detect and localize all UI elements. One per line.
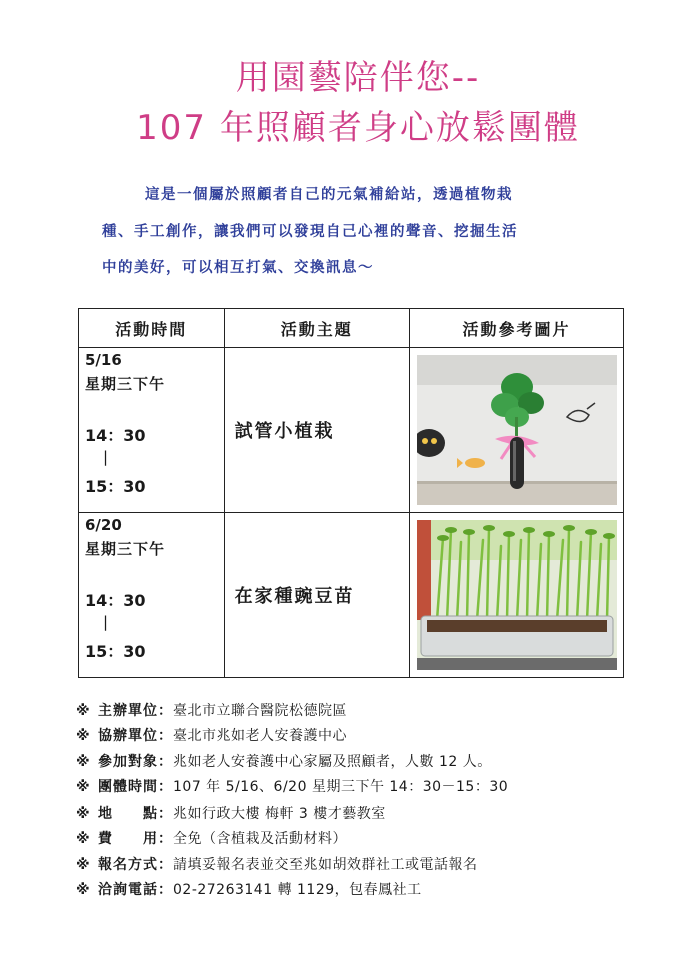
time-separator: | xyxy=(101,613,111,631)
note-mark: ※ xyxy=(76,779,91,795)
intro-line-2: 種、手工創作，讓我們可以發現自己心裡的聲音、挖掘生活 xyxy=(102,224,518,240)
time-separator: | xyxy=(101,448,111,466)
session-end: 15：30 xyxy=(85,642,146,661)
detail-value: 臺北市兆如老人安養護中心 xyxy=(173,728,347,744)
table-row xyxy=(79,348,624,513)
detail-value: 兆如行政大樓 梅軒 3 樓才藝教室 xyxy=(173,806,386,822)
time-cell xyxy=(79,348,225,513)
detail-value: 兆如老人安養護中心家屬及照顧者，人數 12 人。 xyxy=(173,754,492,770)
intro-line-1: 這是一個屬於照顧者自己的元氣補給站，透過植物栽 xyxy=(145,187,513,203)
poster-title-line1: 用園藝陪伴您-- xyxy=(235,58,481,98)
list-item xyxy=(76,700,347,720)
table-header-row xyxy=(79,309,624,348)
session-start: 14：30 xyxy=(85,426,146,445)
detail-label: 主辦單位： xyxy=(98,703,173,719)
detail-value: 107 年 5/16、6/20 星期三下午 14：30－15：30 xyxy=(173,779,509,795)
detail-label: 地 點： xyxy=(98,806,173,822)
detail-label: 費 用： xyxy=(98,831,173,847)
session-end: 15：30 xyxy=(85,477,146,496)
table-row xyxy=(79,513,624,678)
pea-sprouts-photo xyxy=(410,513,624,678)
detail-value: 全免（含植栽及活動材料） xyxy=(173,831,347,847)
note-mark: ※ xyxy=(76,728,91,744)
session-start: 14：30 xyxy=(85,591,146,610)
detail-label: 團體時間： xyxy=(98,779,173,795)
poster-title-line2: 107 年照顧者身心放鬆團體 xyxy=(136,108,580,148)
list-item xyxy=(76,828,347,848)
detail-label: 參加對象： xyxy=(98,754,173,770)
note-mark: ※ xyxy=(76,754,91,770)
list-item xyxy=(76,751,492,771)
list-item xyxy=(76,879,422,899)
test-tube-plant-photo xyxy=(410,348,624,513)
list-item xyxy=(76,725,347,745)
note-mark: ※ xyxy=(76,806,91,822)
note-mark: ※ xyxy=(76,703,91,719)
detail-label: 洽詢電話： xyxy=(98,882,173,898)
header-time: 活動時間 xyxy=(79,309,225,348)
detail-label: 報名方式： xyxy=(98,857,173,873)
header-topic: 活動主題 xyxy=(224,309,409,348)
list-item xyxy=(76,776,508,796)
note-mark: ※ xyxy=(76,857,91,873)
note-mark: ※ xyxy=(76,831,91,847)
detail-label: 協辦單位： xyxy=(98,728,173,744)
detail-value: 02-27263141 轉 1129，包春鳳社工 xyxy=(173,882,422,898)
header-photo: 活動參考圖片 xyxy=(410,309,624,348)
list-item xyxy=(76,854,478,874)
detail-value: 請填妥報名表並交至兆如胡效群社工或電話報名 xyxy=(173,857,478,873)
note-mark: ※ xyxy=(76,882,91,898)
session-date: 6/20 xyxy=(85,516,122,534)
list-item xyxy=(76,803,386,823)
session-topic: 在家種豌豆苗 xyxy=(224,513,409,678)
intro-line-3: 中的美好，可以相互打氣、交換訊息～ xyxy=(102,260,374,276)
detail-value: 臺北市立聯合醫院松德院區 xyxy=(173,703,347,719)
session-date: 5/16 xyxy=(85,351,122,369)
session-weekday: 星期三下午 xyxy=(85,540,166,558)
session-topic: 試管小植栽 xyxy=(224,348,409,513)
schedule-table xyxy=(78,308,624,678)
time-cell xyxy=(79,513,225,678)
session-weekday: 星期三下午 xyxy=(85,375,166,393)
